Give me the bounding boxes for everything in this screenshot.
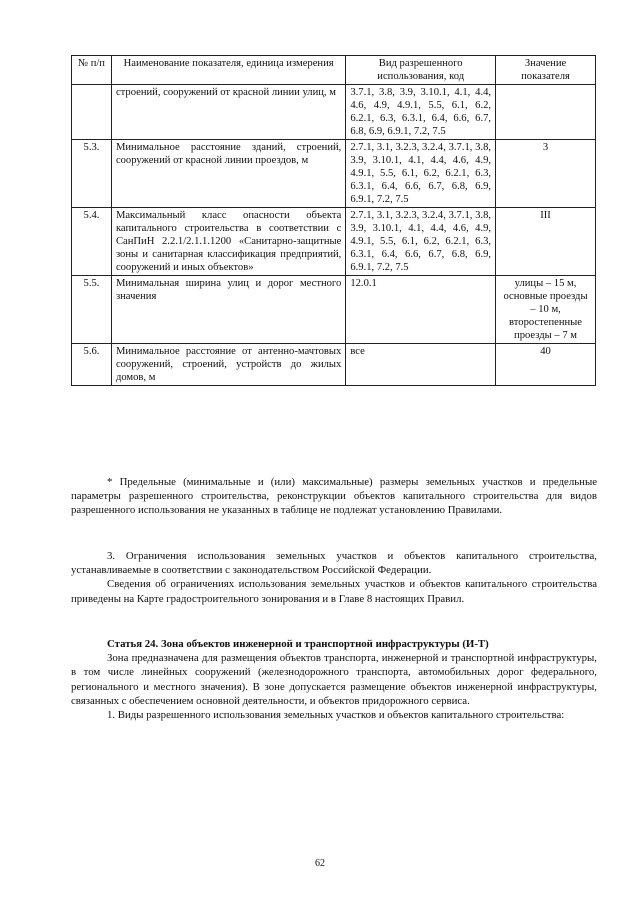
header-value: Значение показателя	[496, 56, 596, 85]
row-name: Минимальное расстояние от антенно-мачтовых сооружений, строений, устройств до жилых домов, м	[111, 344, 345, 386]
page-number: 62	[315, 858, 325, 869]
table-row	[72, 140, 596, 208]
header-indicator-name: Наименование показателя, единица измерения	[111, 56, 345, 85]
row-codes: 2.7.1, 3.1, 3.2.3, 3.2.4, 3.7.1, 3.8, 3.9, 3.10.1, 4.1, 4.4, 4.6, 4.9, 4.9.1, 5.5, 6.1, 6.2, 6.2.1, 6.3, 6.3.1, 6.4, 6.6, 6.7, 6.8, 6.9, 6.9.1, 7.2, 7.5	[346, 140, 496, 208]
row-number: 5.4.	[72, 208, 112, 276]
row-value: 3	[496, 140, 596, 208]
row-number	[72, 85, 112, 140]
row-name: Максимальный класс опасности объекта капитального строительства в соответствии с СанПиН 2.2.1/2.1.1.1200 «Санитарно-защитные зоны и санитарная классификация предприятий, сооружений и иных объектов»	[111, 208, 345, 276]
row-codes: 3.7.1, 3.8, 3.9, 3.10.1, 4.1, 4.4, 4.6, 4.9, 4.9.1, 5.5, 6.1, 6.2, 6.2.1, 6.3, 6.3.1, 6.4, 6.6, 6.7, 6.8, 6.9, 6.9.1, 7.2, 7.5	[346, 85, 496, 140]
row-value: III	[496, 208, 596, 276]
table-header-row	[72, 56, 596, 85]
row-codes: 2.7.1, 3.1, 3.2.3, 3.2.4, 3.7.1, 3.8, 3.9, 3.10.1, 4.1, 4.4, 4.6, 4.9, 4.9.1, 5.5, 6.1, 6.2, 6.2.1, 6.3, 6.3.1, 6.4, 6.6, 6.7, 6.8, 6.9, 6.9.1, 7.2, 7.5	[346, 208, 496, 276]
row-value: улицы – 15 м, основные проезды – 10 м, второстепенные проезды – 7 м	[496, 276, 596, 344]
table-row	[72, 344, 596, 386]
paragraph-restrictions-info: Сведения об ограничениях использования земельных участков и объектов капитального строительства приведены на Карте градостроительного зонирования и в Главе 8 настоящих Правил.	[71, 578, 597, 605]
article-title: Статья 24. Зона объектов инженерной и транспортной инфраструктуры (И-Т)	[107, 638, 489, 650]
row-value: 40	[496, 344, 596, 386]
row-name: Минимальная ширина улиц и дорог местного значения	[111, 276, 345, 344]
table-row	[72, 208, 596, 276]
row-name: строений, сооружений от красной линии улиц, м	[111, 85, 345, 140]
row-name: Минимальное расстояние зданий, строений, сооружений от красной линии проездов, м	[111, 140, 345, 208]
body-text-upper	[71, 475, 597, 518]
paragraph-restrictions: 3. Ограничения использования земельных участков и объектов капитального строительства, устанавливаемые в соответствии с законодательством Российской Федерации.	[71, 550, 597, 577]
row-number: 5.6.	[72, 344, 112, 386]
row-value	[496, 85, 596, 140]
header-number: № п/п	[72, 56, 112, 85]
article-text: Зона предназначена для размещения объектов транспорта, инженерной и транспортной инфраструктуры, в том числе линейных сооружений (железнодорожного транспорта, автомобильных дорог федерального, регионального и местного значения). В зоне допускается размещение объектов инженерной инфраструктуры, связанных с обеспечением основной деятельности, и объектов придорожного сервиса.	[71, 652, 597, 707]
row-number: 5.3.	[72, 140, 112, 208]
item-usage-types: 1. Виды разрешенного использования земельных участков и объектов капитального строительства:	[107, 709, 565, 722]
parameters-table	[71, 55, 596, 386]
header-usage-type: Вид разрешенного использования, код	[346, 56, 496, 85]
row-codes: все	[346, 344, 496, 386]
table-row	[72, 276, 596, 344]
row-codes: 12.0.1	[346, 276, 496, 344]
body-text-article	[71, 637, 597, 722]
body-text-middle	[71, 549, 597, 606]
table-row	[72, 85, 596, 140]
row-number: 5.5.	[72, 276, 112, 344]
footnote: * Предельные (минимальные и (или) максимальные) размеры земельных участков и предельные параметры разрешенного строительства, реконструкции объектов капитального строительства для видов разрешенного использования не указанных в таблице не подлежат установлению Правилами.	[71, 476, 597, 517]
